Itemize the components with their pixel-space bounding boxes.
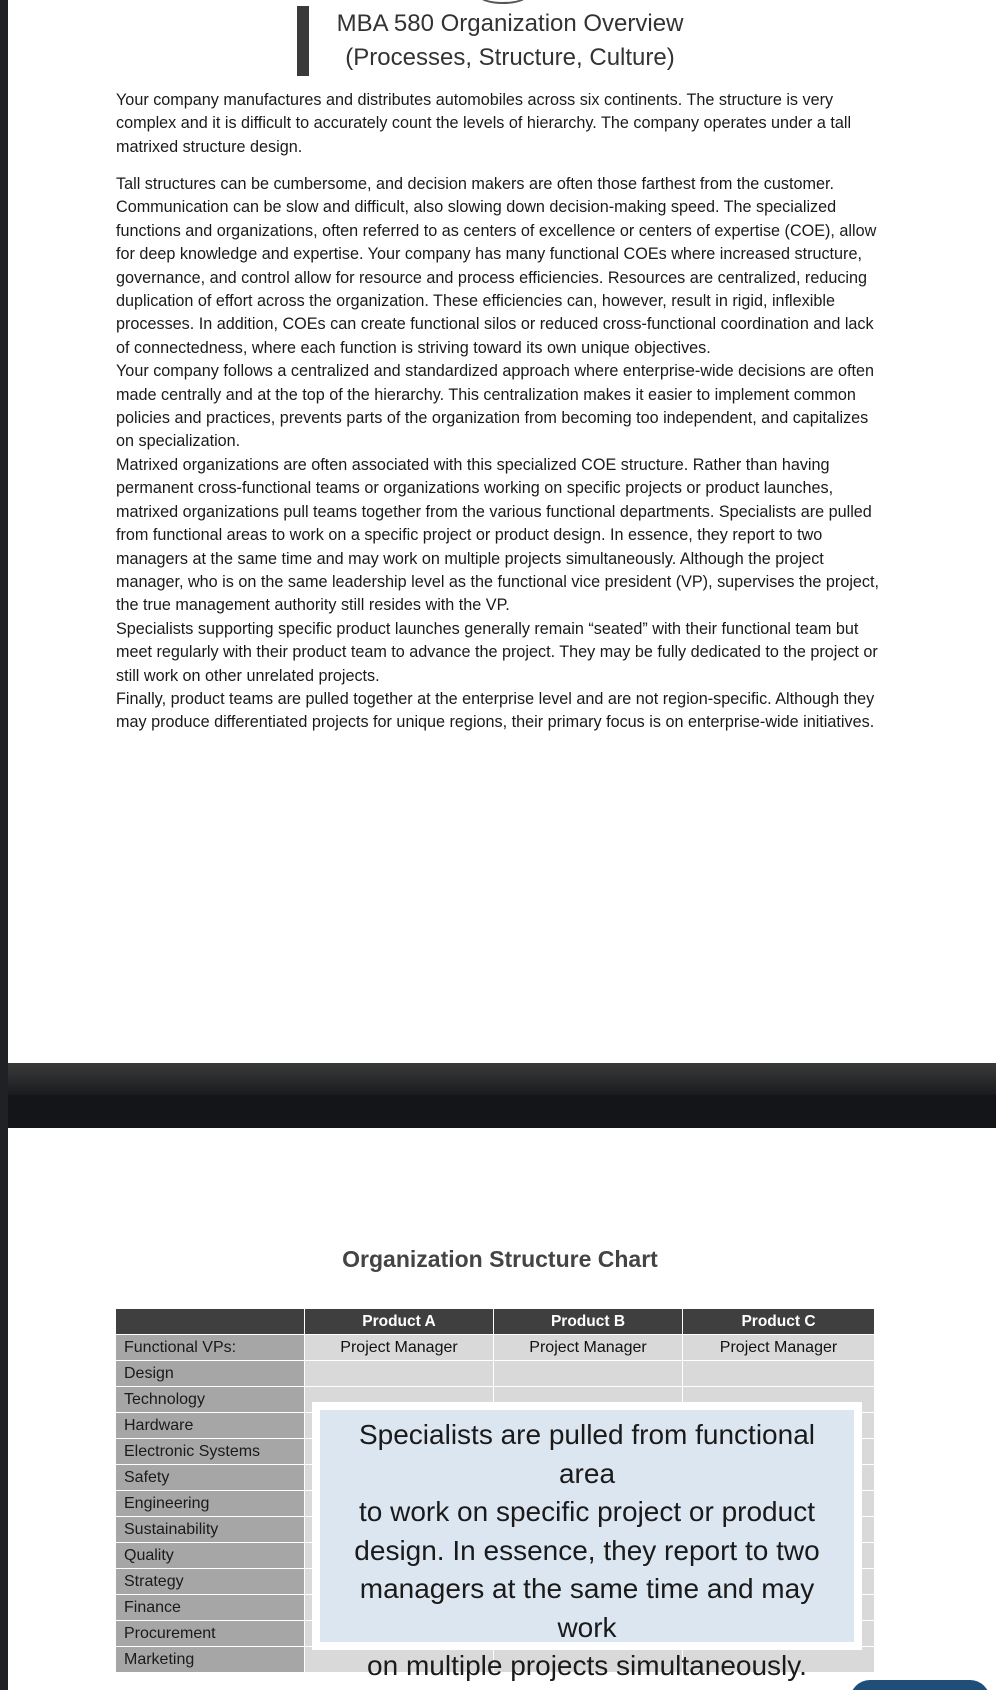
row-header-functional-vps: Functional VPs:: [116, 1335, 305, 1361]
document-title: MBA 580 Organization Overview: [336, 10, 684, 37]
specialists-callout: [312, 1402, 862, 1681]
row-label: Finance: [116, 1595, 305, 1621]
row-label: Engineering: [116, 1491, 305, 1517]
row-label: Safety: [116, 1465, 305, 1491]
project-manager-a: Project Manager: [305, 1335, 494, 1361]
row-label: Quality: [116, 1543, 305, 1569]
column-header-product-b: Product B: [494, 1309, 683, 1335]
chart-title: Organization Structure Chart: [342, 1246, 658, 1272]
table-row: [116, 1335, 874, 1361]
header-corner-cell: [116, 1309, 305, 1335]
column-header-product-a: Product A: [305, 1309, 494, 1335]
logo-icon: [478, 0, 528, 4]
row-label: Procurement: [116, 1621, 305, 1647]
table-row: [116, 1361, 874, 1387]
header-accent-bar: [297, 6, 309, 76]
row-label: Technology: [116, 1387, 305, 1413]
row-label: Marketing: [116, 1647, 305, 1673]
page-separator: [8, 1063, 996, 1128]
callout-text: Specialists are pulled from functional area to work on specific project or product design. In essence, they report to two managers at the same time and may work on multiple projects simultaneously.: [320, 1410, 854, 1642]
table-header-row: [116, 1309, 874, 1335]
floating-action-button[interactable]: [850, 1680, 990, 1690]
row-label: Strategy: [116, 1569, 305, 1595]
row-label: Hardware: [116, 1413, 305, 1439]
project-manager-c: Project Manager: [683, 1335, 874, 1361]
row-label: Electronic Systems: [116, 1439, 305, 1465]
row-label: Sustainability: [116, 1517, 305, 1543]
paragraph: Matrixed organizations are often associated with this specialized COE structure. Rather than having permanent cross-functional teams or organizations working on specific projects or product launches, matrixed organizations pull teams together from the various functional departments. Specialists are pulled from functional areas to work on a specific project or product design. In essence, they report to two managers at the same time and may work on multiple projects simultaneously. Although the project manager, who is on the same leadership level as the functional vice president (VP), supervises the project, the true management authority still resides with the VP.: [116, 455, 880, 615]
viewer-left-edge: [0, 0, 8, 1690]
paragraph: Your company follows a centralized and standardized approach where enterprise-wide decisions are often made centrally and at the top of the hierarchy. This centralization makes it easier to implement common policies and practices, prevents parts of the organization from becoming too independent, and capitalizes on specialization.: [116, 362, 874, 451]
paragraph: Your company manufactures and distributes automobiles across six continents. The structure is very complex and it is difficult to accurately count the levels of hierarchy. The company operates under a tall matrixed structure design.: [116, 91, 852, 156]
paragraph: Finally, product teams are pulled together at the enterprise level and are not region-specific. Although they may produce differentiated projects for unique regions, their primary focus is on enterprise-wide initiatives.: [116, 689, 875, 732]
row-label: Design: [116, 1361, 305, 1387]
column-header-product-c: Product C: [683, 1309, 874, 1335]
paragraph: Tall structures can be cumbersome, and decision makers are often those farthest from the customer. Communication can be slow and difficult, also slowing down decision-making speed. The specialized functions and organizations, often referred to as centers of excellence or centers of expertise (COE), allow for deep knowledge and expertise. Your company has many functional COEs where increased structure, governance, and control allow for resource and process efficiencies. Resources are centralized, reducing duplication of effort across the organization. These efficiencies can, however, result in rigid, inflexible processes. In addition, COEs can create functional silos or reduced cross-functional coordination and lack of connectedness, where each function is striving toward its own unique objectives.: [116, 175, 877, 357]
paragraph: Specialists supporting specific product launches generally remain “seated” with their functional team but meet regularly with their product team to advance the project. They may be fully dedicated to the project or still work on other unrelated projects.: [116, 619, 878, 685]
document-subtitle: (Processes, Structure, Culture): [345, 44, 675, 71]
paragraph-block: [116, 173, 886, 735]
project-manager-b: Project Manager: [494, 1335, 683, 1361]
paragraph-intro: [116, 89, 886, 159]
